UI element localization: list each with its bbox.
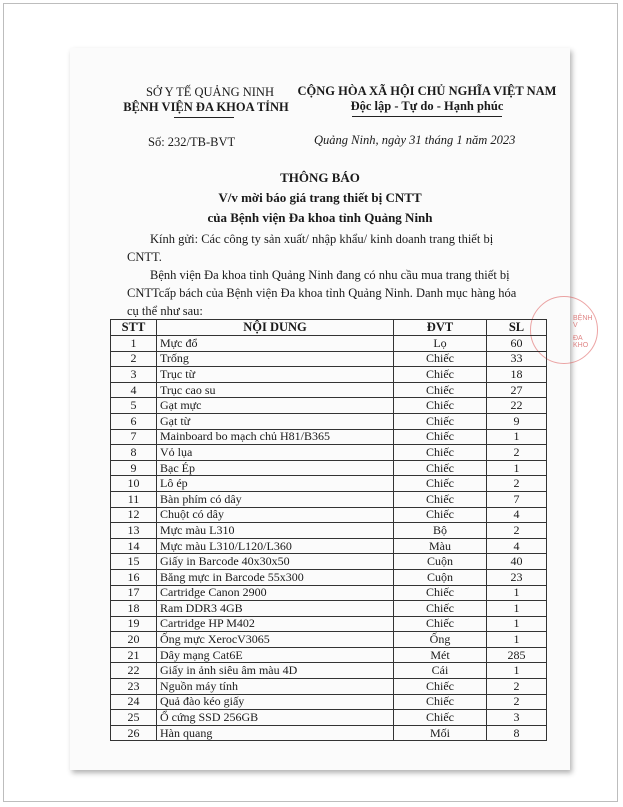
item-quantity: 33 xyxy=(487,351,547,367)
item-unit: Chiếc xyxy=(394,601,487,617)
table-row xyxy=(111,569,547,585)
items-table xyxy=(110,319,547,741)
row-number: 3 xyxy=(111,367,157,383)
stamp-text: BỆNH V xyxy=(573,315,593,329)
item-unit: Chiếc xyxy=(394,694,487,710)
item-name: Mực đổ xyxy=(157,336,394,352)
item-quantity: 40 xyxy=(487,554,547,570)
item-unit: Bộ xyxy=(394,523,487,539)
table-row xyxy=(111,694,547,710)
header-content: NỘI DUNG xyxy=(157,320,394,336)
national-motto: Độc lập - Tự do - Hạnh phúc xyxy=(350,99,504,113)
item-name: Bàn phím có dây xyxy=(157,491,394,507)
item-quantity: 1 xyxy=(487,663,547,679)
table-row xyxy=(111,367,547,383)
table-row xyxy=(111,632,547,648)
item-unit: Chiếc xyxy=(394,616,487,632)
table-row xyxy=(111,398,547,414)
item-unit: Chiếc xyxy=(394,710,487,726)
national-title: CỘNG HÒA XÃ HỘI CHỦ NGHĨA VIỆT NAM xyxy=(297,84,557,98)
body-line: cụ thể như sau: xyxy=(127,304,203,318)
document-page xyxy=(70,48,593,770)
greeting-line: CNTT. xyxy=(127,250,162,264)
header-unit: ĐVT xyxy=(394,320,487,336)
item-unit: Mét xyxy=(394,647,487,663)
item-name: Trống xyxy=(157,351,394,367)
row-number: 13 xyxy=(111,523,157,539)
document-title: THÔNG BÁO xyxy=(280,170,360,185)
row-number: 24 xyxy=(111,694,157,710)
stamp-text: ĐA KHO xyxy=(573,335,589,349)
item-quantity: 2 xyxy=(487,694,547,710)
row-number: 26 xyxy=(111,725,157,741)
item-unit: Chiếc xyxy=(394,507,487,523)
header-quantity: SL xyxy=(487,320,547,336)
item-name: Cartridge Canon 2900 xyxy=(157,585,394,601)
item-name: Giấy in Barcode 40x30x50 xyxy=(157,554,394,570)
item-unit: Màu xyxy=(394,538,487,554)
row-number: 4 xyxy=(111,382,157,398)
greeting-line: Kính gửi: Các công ty sản xuất/ nhập khẩu/ kinh doanh trang thiết bị xyxy=(150,232,494,246)
item-unit: Chiếc xyxy=(394,351,487,367)
item-name: Trục cao su xyxy=(157,382,394,398)
item-name: Băng mực in Barcode 55x300 xyxy=(157,569,394,585)
row-number: 20 xyxy=(111,632,157,648)
item-name: Ram DDR3 4GB xyxy=(157,601,394,617)
item-unit: Chiếc xyxy=(394,382,487,398)
item-unit: Chiếc xyxy=(394,460,487,476)
item-quantity: 22 xyxy=(487,398,547,414)
table-row xyxy=(111,616,547,632)
table-row xyxy=(111,601,547,617)
item-unit: Cuộn xyxy=(394,569,487,585)
item-unit: Lọ xyxy=(394,336,487,352)
table-row xyxy=(111,445,547,461)
item-quantity: 3 xyxy=(487,710,547,726)
table-row xyxy=(111,476,547,492)
document-subject-org: của Bệnh viện Đa khoa tỉnh Quảng Ninh xyxy=(207,210,433,225)
item-name: Mực màu L310 xyxy=(157,523,394,539)
org-name: BỆNH VIỆN ĐA KHOA TỈNH xyxy=(123,100,289,114)
table-row xyxy=(111,585,547,601)
item-unit: Chiếc xyxy=(394,491,487,507)
item-name: Mainboard bo mạch chủ H81/B365 xyxy=(157,429,394,445)
item-quantity: 7 xyxy=(487,491,547,507)
table-row xyxy=(111,647,547,663)
document-subject: V/v mời báo giá trang thiết bị CNTT xyxy=(218,190,422,205)
row-number: 18 xyxy=(111,601,157,617)
row-number: 10 xyxy=(111,476,157,492)
item-name: Chuột có dây xyxy=(157,507,394,523)
header-stt: STT xyxy=(111,320,157,336)
org-underline xyxy=(174,117,234,118)
row-number: 21 xyxy=(111,647,157,663)
table-row xyxy=(111,491,547,507)
item-unit: Chiếc xyxy=(394,413,487,429)
motto-underline xyxy=(352,116,502,117)
item-quantity: 2 xyxy=(487,679,547,695)
item-quantity: 60 xyxy=(487,336,547,352)
item-quantity: 1 xyxy=(487,601,547,617)
row-number: 23 xyxy=(111,679,157,695)
item-name: Hàn quang xyxy=(157,725,394,741)
item-quantity: 8 xyxy=(487,725,547,741)
item-quantity: 1 xyxy=(487,632,547,648)
table-row xyxy=(111,725,547,741)
item-unit: Chiếc xyxy=(394,476,487,492)
table-header-row xyxy=(111,320,547,336)
row-number: 25 xyxy=(111,710,157,726)
item-name: Giấy in ảnh siêu âm màu 4D xyxy=(157,663,394,679)
table-row xyxy=(111,554,547,570)
item-quantity: 2 xyxy=(487,445,547,461)
row-number: 5 xyxy=(111,398,157,414)
item-name: Gạt mực xyxy=(157,398,394,414)
table-row xyxy=(111,351,547,367)
row-number: 14 xyxy=(111,538,157,554)
item-unit: Chiếc xyxy=(394,429,487,445)
item-quantity: 4 xyxy=(487,538,547,554)
table-row xyxy=(111,507,547,523)
item-name: Vỏ lụa xyxy=(157,445,394,461)
table-row xyxy=(111,523,547,539)
item-quantity: 27 xyxy=(487,382,547,398)
item-name: Gạt từ xyxy=(157,413,394,429)
item-name: Nguồn máy tính xyxy=(157,679,394,695)
table-row xyxy=(111,382,547,398)
item-unit: Chiếc xyxy=(394,445,487,461)
item-name: Quả đào kéo giấy xyxy=(157,694,394,710)
item-quantity: 2 xyxy=(487,476,547,492)
item-quantity: 4 xyxy=(487,507,547,523)
item-name: Lô ép xyxy=(157,476,394,492)
table-row xyxy=(111,429,547,445)
table-row xyxy=(111,663,547,679)
item-name: Mực màu L310/L120/L360 xyxy=(157,538,394,554)
item-quantity: 1 xyxy=(487,429,547,445)
item-unit: Chiếc xyxy=(394,367,487,383)
item-unit: Cái xyxy=(394,663,487,679)
row-number: 1 xyxy=(111,336,157,352)
item-quantity: 285 xyxy=(487,647,547,663)
table-row xyxy=(111,538,547,554)
item-unit: Cuộn xyxy=(394,554,487,570)
item-unit: Chiếc xyxy=(394,398,487,414)
item-quantity: 9 xyxy=(487,413,547,429)
item-quantity: 18 xyxy=(487,367,547,383)
row-number: 7 xyxy=(111,429,157,445)
item-quantity: 23 xyxy=(487,569,547,585)
body-line: Bệnh viện Đa khoa tỉnh Quảng Ninh đang có nhu cầu mua trang thiết bị xyxy=(150,268,510,282)
item-unit: Chiếc xyxy=(394,679,487,695)
row-number: 2 xyxy=(111,351,157,367)
row-number: 6 xyxy=(111,413,157,429)
document-number: Số: 232/TB-BVT xyxy=(148,135,236,149)
item-unit: Mối xyxy=(394,725,487,741)
row-number: 8 xyxy=(111,445,157,461)
item-name: Dây mạng Cat6E xyxy=(157,647,394,663)
row-number: 11 xyxy=(111,491,157,507)
table-row xyxy=(111,413,547,429)
table-row xyxy=(111,460,547,476)
row-number: 16 xyxy=(111,569,157,585)
item-unit: Ống xyxy=(394,632,487,648)
row-number: 22 xyxy=(111,663,157,679)
item-quantity: 1 xyxy=(487,460,547,476)
table-row xyxy=(111,679,547,695)
row-number: 12 xyxy=(111,507,157,523)
item-quantity: 1 xyxy=(487,616,547,632)
item-name: Ổ cứng SSD 256GB xyxy=(157,710,394,726)
body-line: CNTTcấp bách của Bệnh viện Đa khoa tỉnh Quảng Ninh. Danh mục hàng hóa xyxy=(127,286,517,300)
row-number: 17 xyxy=(111,585,157,601)
row-number: 19 xyxy=(111,616,157,632)
item-quantity: 1 xyxy=(487,585,547,601)
item-name: Cartridge HP M402 xyxy=(157,616,394,632)
item-unit: Chiếc xyxy=(394,585,487,601)
table-row xyxy=(111,336,547,352)
item-name: Bạc Ép xyxy=(157,460,394,476)
item-quantity: 2 xyxy=(487,523,547,539)
item-name: Trục từ xyxy=(157,367,394,383)
org-parent-name: SỞ Y TẾ QUẢNG NINH xyxy=(145,85,274,99)
item-name: Ống mực XerocV3065 xyxy=(157,632,394,648)
place-date: Quảng Ninh, ngày 31 tháng 1 năm 2023 xyxy=(314,133,516,147)
row-number: 15 xyxy=(111,554,157,570)
row-number: 9 xyxy=(111,460,157,476)
table-row xyxy=(111,710,547,726)
